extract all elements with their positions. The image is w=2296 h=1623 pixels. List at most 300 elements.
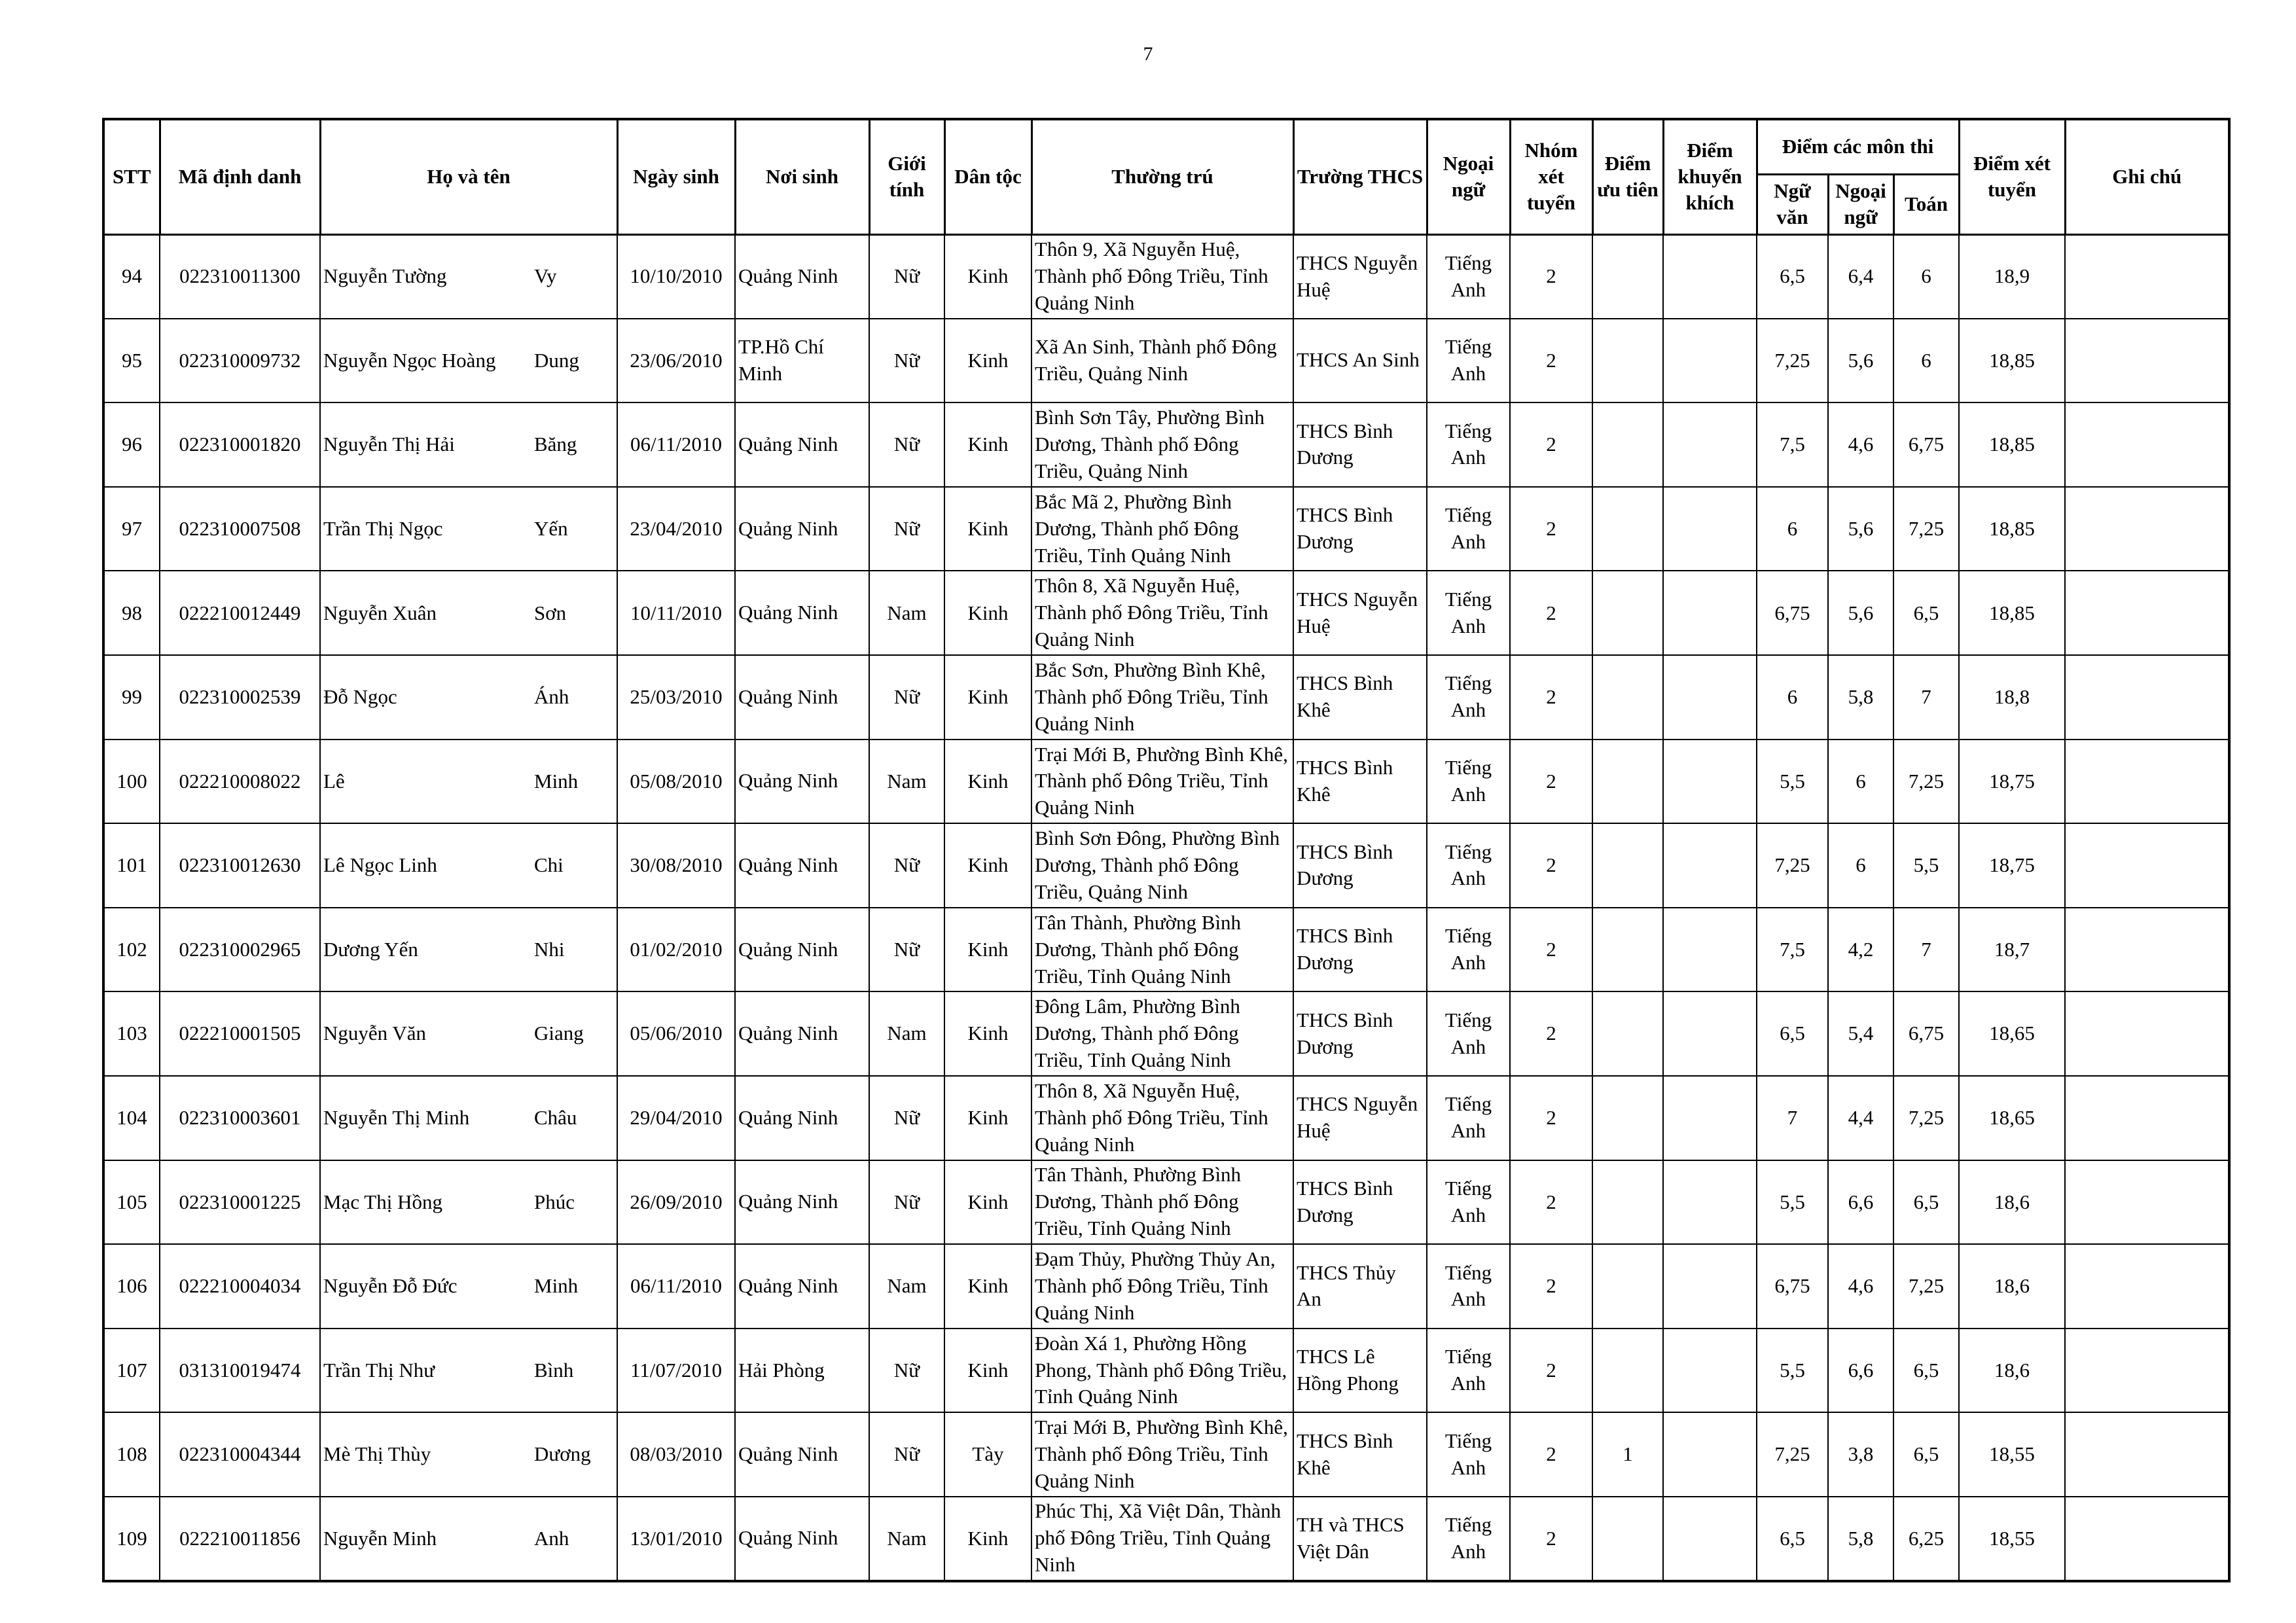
cell-diem-khuyen-khich [1663,823,1757,908]
cell-diem-xet-tuyen: 18,85 [1959,402,2065,487]
cell-dan-toc: Kinh [944,1076,1031,1160]
cell-ghi-chu [2065,234,2229,319]
table-row [103,823,2229,908]
cell-dan-toc: Kinh [944,571,1031,655]
cell-truong-thcs: THCS Nguyễn Huệ [1293,1076,1427,1160]
cell-gioi-tinh: Nữ [869,823,944,908]
header-ma-dinh-danh: Mã định danh [160,119,320,234]
cell-gioi-tinh: Nam [869,571,944,655]
cell-truong-thcs: TH và THCS Việt Dân [1293,1497,1427,1581]
cell-nhom-xet-tuyen: 2 [1510,487,1592,571]
header-toan: Toán [1893,174,1959,234]
cell-gioi-tinh: Nữ [869,487,944,571]
cell-nhom-xet-tuyen: 2 [1510,1412,1592,1497]
cell-ma-dinh-danh: 022210004034 [160,1244,320,1329]
cell-ngoai-ngu: Tiếng Anh [1427,1329,1510,1413]
cell-stt: 102 [103,908,160,992]
cell-ma-dinh-danh: 031310019474 [160,1329,320,1413]
cell-ghi-chu [2065,402,2229,487]
cell-thuong-tru: Thôn 9, Xã Nguyễn Huệ, Thành phố Đông Triều, Tỉnh Quảng Ninh [1031,234,1293,319]
cell-diem-xet-tuyen: 18,85 [1959,319,2065,403]
cell-ngu-van: 7,5 [1757,402,1828,487]
family-name: Nguyễn Đỗ Đức [323,1274,457,1298]
cell-diem-khuyen-khich [1663,1244,1757,1329]
cell-thuong-tru: Thôn 8, Xã Nguyễn Huệ, Thành phố Đông Triều, Tỉnh Quảng Ninh [1031,571,1293,655]
header-nhom-xet-tuyen: Nhóm xét tuyển [1510,119,1592,234]
cell-thuong-tru: Tân Thành, Phường Bình Dương, Thành phố Đông Triều, Tỉnh Quảng Ninh [1031,908,1293,992]
header-diem-uu-tien: Điểm ưu tiên [1592,119,1663,234]
cell-ngoai-ngu-diem: 5,8 [1828,1497,1893,1581]
family-name: Dương Yến [323,937,418,961]
cell-ngu-van: 5,5 [1757,1160,1828,1245]
cell-toan: 6,5 [1893,571,1959,655]
table-body [103,234,2229,1581]
header-ngay-sinh: Ngày sinh [617,119,735,234]
cell-ngay-sinh: 13/01/2010 [617,1497,735,1581]
cell-diem-uu-tien [1592,655,1663,740]
cell-diem-uu-tien [1592,319,1663,403]
cell-ngay-sinh: 30/08/2010 [617,823,735,908]
table-row [103,991,2229,1076]
cell-ngoai-ngu: Tiếng Anh [1427,487,1510,571]
header-dan-toc: Dân tộc [944,119,1031,234]
cell-ghi-chu [2065,740,2229,824]
cell-ngoai-ngu-diem: 4,4 [1828,1076,1893,1160]
cell-ngay-sinh: 08/03/2010 [617,1412,735,1497]
cell-ngu-van: 6,5 [1757,1497,1828,1581]
table-row [103,1412,2229,1497]
cell-ngu-van: 7,5 [1757,908,1828,992]
cell-ghi-chu [2065,1244,2229,1329]
cell-truong-thcs: THCS Bình Dương [1293,908,1427,992]
cell-thuong-tru: Bắc Sơn, Phường Bình Khê, Thành phố Đông Triều, Tỉnh Quảng Ninh [1031,655,1293,740]
cell-ngoai-ngu-diem: 6,6 [1828,1160,1893,1245]
cell-toan: 7 [1893,655,1959,740]
cell-toan: 6,75 [1893,991,1959,1076]
cell-noi-sinh: Hải Phòng [735,1329,869,1413]
cell-truong-thcs: THCS Nguyễn Huệ [1293,571,1427,655]
cell-diem-xet-tuyen: 18,6 [1959,1244,2065,1329]
cell-toan: 6 [1893,234,1959,319]
cell-diem-khuyen-khich [1663,1329,1757,1413]
cell-ma-dinh-danh: 022310012630 [160,823,320,908]
cell-ngay-sinh: 10/11/2010 [617,571,735,655]
cell-ngay-sinh: 05/08/2010 [617,740,735,824]
cell-ghi-chu [2065,908,2229,992]
table-row [103,908,2229,992]
cell-gioi-tinh: Nam [869,1244,944,1329]
cell-dan-toc: Kinh [944,1160,1031,1245]
cell-ho-va-ten [320,234,617,319]
cell-ngoai-ngu-diem: 5,6 [1828,571,1893,655]
cell-thuong-tru: Bình Sơn Tây, Phường Bình Dương, Thành phố Đông Triều, Quảng Ninh [1031,402,1293,487]
cell-ngoai-ngu-diem: 4,6 [1828,402,1893,487]
cell-truong-thcs: THCS Bình Dương [1293,1160,1427,1245]
cell-thuong-tru: Phúc Thị, Xã Việt Dân, Thành phố Đông Triều, Tỉnh Quảng Ninh [1031,1497,1293,1581]
cell-ngu-van: 6 [1757,655,1828,740]
cell-truong-thcs: THCS Bình Dương [1293,991,1427,1076]
family-name: Nguyễn Ngọc Hoàng [323,348,496,372]
cell-stt: 100 [103,740,160,824]
cell-ghi-chu [2065,823,2229,908]
cell-ngay-sinh: 01/02/2010 [617,908,735,992]
cell-toan: 7,25 [1893,1244,1959,1329]
cell-ngoai-ngu: Tiếng Anh [1427,319,1510,403]
cell-diem-xet-tuyen: 18,85 [1959,487,2065,571]
header-ghi-chu: Ghi chú [2065,119,2229,234]
cell-nhom-xet-tuyen: 2 [1510,319,1592,403]
cell-diem-uu-tien [1592,234,1663,319]
cell-ngu-van: 7,25 [1757,319,1828,403]
cell-truong-thcs: THCS Lê Hồng Phong [1293,1329,1427,1413]
cell-ma-dinh-danh: 022310007508 [160,487,320,571]
table-row [103,319,2229,403]
header-ngoai-ngu: Ngoại ngữ [1427,119,1510,234]
cell-diem-uu-tien [1592,991,1663,1076]
cell-nhom-xet-tuyen: 2 [1510,740,1592,824]
cell-diem-uu-tien [1592,823,1663,908]
cell-nhom-xet-tuyen: 2 [1510,1076,1592,1160]
cell-gioi-tinh: Nữ [869,1160,944,1245]
cell-ngay-sinh: 26/09/2010 [617,1160,735,1245]
cell-ngay-sinh: 06/11/2010 [617,402,735,487]
admission-table [102,118,2231,1582]
cell-noi-sinh: Quảng Ninh [735,740,869,824]
family-name: Mè Thị Thùy [323,1442,431,1466]
cell-toan: 7 [1893,908,1959,992]
cell-nhom-xet-tuyen: 2 [1510,571,1592,655]
cell-dan-toc: Kinh [944,487,1031,571]
cell-nhom-xet-tuyen: 2 [1510,1160,1592,1245]
cell-diem-xet-tuyen: 18,8 [1959,655,2065,740]
cell-ngoai-ngu: Tiếng Anh [1427,655,1510,740]
cell-toan: 6,75 [1893,402,1959,487]
cell-stt: 101 [103,823,160,908]
cell-diem-uu-tien [1592,740,1663,824]
cell-diem-uu-tien [1592,487,1663,571]
header-diem-khuyen-khich: Điểm khuyến khích [1663,119,1757,234]
given-name: Châu [534,1106,577,1130]
cell-noi-sinh: Quảng Ninh [735,1412,869,1497]
cell-dan-toc: Kinh [944,740,1031,824]
cell-truong-thcs: THCS Nguyễn Huệ [1293,234,1427,319]
cell-dan-toc: Kinh [944,402,1031,487]
cell-ngoai-ngu: Tiếng Anh [1427,823,1510,908]
cell-nhom-xet-tuyen: 2 [1510,1329,1592,1413]
cell-ngoai-ngu-diem: 4,2 [1828,908,1893,992]
cell-ngoai-ngu: Tiếng Anh [1427,908,1510,992]
cell-ho-va-ten [320,1329,617,1413]
header-ngoai-ngu-mon: Ngoại ngữ [1828,174,1893,234]
cell-ngu-van: 7,25 [1757,1412,1828,1497]
cell-ho-va-ten [320,402,617,487]
cell-diem-xet-tuyen: 18,75 [1959,823,2065,908]
cell-toan: 6 [1893,319,1959,403]
cell-dan-toc: Kinh [944,823,1031,908]
cell-gioi-tinh: Nữ [869,234,944,319]
cell-gioi-tinh: Nam [869,1497,944,1581]
cell-ho-va-ten [320,823,617,908]
cell-diem-xet-tuyen: 18,6 [1959,1160,2065,1245]
cell-ho-va-ten [320,1497,617,1581]
cell-truong-thcs: THCS Bình Khê [1293,1412,1427,1497]
cell-diem-uu-tien [1592,1076,1663,1160]
cell-diem-khuyen-khich [1663,487,1757,571]
table-row [103,1160,2229,1245]
cell-diem-khuyen-khich [1663,571,1757,655]
cell-thuong-tru: Trại Mới B, Phường Bình Khê, Thành phố Đông Triều, Tỉnh Quảng Ninh [1031,1412,1293,1497]
cell-ma-dinh-danh: 022310004344 [160,1412,320,1497]
cell-dan-toc: Kinh [944,991,1031,1076]
cell-diem-khuyen-khich [1663,402,1757,487]
cell-gioi-tinh: Nữ [869,1329,944,1413]
cell-thuong-tru: Tân Thành, Phường Bình Dương, Thành phố Đông Triều, Tỉnh Quảng Ninh [1031,1160,1293,1245]
cell-nhom-xet-tuyen: 2 [1510,655,1592,740]
cell-noi-sinh: Quảng Ninh [735,1497,869,1581]
cell-stt: 109 [103,1497,160,1581]
cell-toan: 7,25 [1893,487,1959,571]
cell-thuong-tru: Đoàn Xá 1, Phường Hồng Phong, Thành phố Đông Triều, Tỉnh Quảng Ninh [1031,1329,1293,1413]
cell-truong-thcs: THCS An Sinh [1293,319,1427,403]
cell-diem-xet-tuyen: 18,65 [1959,991,2065,1076]
given-name: Dung [534,348,579,372]
cell-stt: 98 [103,571,160,655]
cell-diem-xet-tuyen: 18,55 [1959,1412,2065,1497]
given-name: Minh [534,1274,579,1298]
cell-diem-xet-tuyen: 18,85 [1959,571,2065,655]
cell-ghi-chu [2065,1412,2229,1497]
cell-diem-khuyen-khich [1663,740,1757,824]
cell-ngoai-ngu: Tiếng Anh [1427,1412,1510,1497]
cell-diem-xet-tuyen: 18,6 [1959,1329,2065,1413]
cell-diem-uu-tien: 1 [1592,1412,1663,1497]
cell-ngoai-ngu: Tiếng Anh [1427,1244,1510,1329]
given-name: Dương [534,1442,591,1466]
cell-ghi-chu [2065,571,2229,655]
cell-ho-va-ten [320,655,617,740]
cell-diem-xet-tuyen: 18,9 [1959,234,2065,319]
table-row [103,1076,2229,1160]
cell-dan-toc: Kinh [944,908,1031,992]
cell-toan: 6,5 [1893,1329,1959,1413]
cell-toan: 6,25 [1893,1497,1959,1581]
cell-toan: 7,25 [1893,740,1959,824]
cell-diem-xet-tuyen: 18,65 [1959,1076,2065,1160]
cell-ngoai-ngu: Tiếng Anh [1427,740,1510,824]
cell-truong-thcs: THCS Bình Dương [1293,402,1427,487]
header-thuong-tru: Thường trú [1031,119,1293,234]
family-name: Mạc Thị Hồng [323,1190,442,1213]
cell-ghi-chu [2065,1497,2229,1581]
cell-thuong-tru: Trại Mới B, Phường Bình Khê, Thành phố Đông Triều, Tỉnh Quảng Ninh [1031,740,1293,824]
cell-ngay-sinh: 10/10/2010 [617,234,735,319]
cell-ngu-van: 7 [1757,1076,1828,1160]
table-row [103,1329,2229,1413]
cell-stt: 95 [103,319,160,403]
cell-nhom-xet-tuyen: 2 [1510,1497,1592,1581]
cell-nhom-xet-tuyen: 2 [1510,908,1592,992]
cell-truong-thcs: THCS Bình Dương [1293,823,1427,908]
cell-diem-xet-tuyen: 18,7 [1959,908,2065,992]
cell-ngu-van: 5,5 [1757,1329,1828,1413]
cell-ghi-chu [2065,655,2229,740]
cell-dan-toc: Kinh [944,1244,1031,1329]
cell-ma-dinh-danh: 022210001505 [160,991,320,1076]
cell-noi-sinh: TP.Hồ Chí Minh [735,319,869,403]
header-gioi-tinh: Giới tính [869,119,944,234]
cell-noi-sinh: Quảng Ninh [735,655,869,740]
cell-nhom-xet-tuyen: 2 [1510,234,1592,319]
cell-ngoai-ngu-diem: 5,6 [1828,319,1893,403]
cell-ngay-sinh: 05/06/2010 [617,991,735,1076]
cell-dan-toc: Kinh [944,1497,1031,1581]
cell-ngu-van: 6 [1757,487,1828,571]
cell-stt: 97 [103,487,160,571]
cell-ngay-sinh: 23/06/2010 [617,319,735,403]
family-name: Trần Thị Ngọc [323,516,443,540]
cell-dan-toc: Tày [944,1412,1031,1497]
cell-ho-va-ten [320,991,617,1076]
cell-diem-khuyen-khich [1663,908,1757,992]
cell-noi-sinh: Quảng Ninh [735,1160,869,1245]
given-name: Nhi [534,937,565,961]
cell-ngu-van: 6,75 [1757,1244,1828,1329]
given-name: Chi [534,853,564,877]
cell-gioi-tinh: Nữ [869,908,944,992]
cell-diem-uu-tien [1592,1244,1663,1329]
given-name: Yến [534,516,568,540]
family-name: Trần Thị Như [323,1358,435,1382]
cell-ngu-van: 7,25 [1757,823,1828,908]
cell-ngoai-ngu-diem: 5,4 [1828,991,1893,1076]
given-name: Băng [534,433,577,456]
cell-dan-toc: Kinh [944,655,1031,740]
cell-noi-sinh: Quảng Ninh [735,1244,869,1329]
page-number: 7 [1143,43,1153,65]
cell-ho-va-ten [320,1076,617,1160]
cell-toan: 6,5 [1893,1160,1959,1245]
cell-ho-va-ten [320,319,617,403]
cell-ngoai-ngu-diem: 6 [1828,740,1893,824]
cell-ma-dinh-danh: 022310001225 [160,1160,320,1245]
cell-ngoai-ngu: Tiếng Anh [1427,1076,1510,1160]
family-name: Nguyễn Thị Hải [323,433,455,456]
cell-stt: 106 [103,1244,160,1329]
cell-ngoai-ngu: Tiếng Anh [1427,991,1510,1076]
cell-ngoai-ngu: Tiếng Anh [1427,1160,1510,1245]
cell-stt: 108 [103,1412,160,1497]
cell-ngoai-ngu-diem: 5,6 [1828,487,1893,571]
family-name: Lê Ngọc Linh [323,853,437,877]
cell-truong-thcs: THCS Thủy An [1293,1244,1427,1329]
header-stt: STT [103,119,160,234]
cell-diem-uu-tien [1592,571,1663,655]
table-row [103,1497,2229,1581]
cell-ghi-chu [2065,487,2229,571]
given-name: Anh [534,1526,569,1550]
cell-ghi-chu [2065,319,2229,403]
cell-ho-va-ten [320,908,617,992]
cell-ngay-sinh: 06/11/2010 [617,1244,735,1329]
cell-dan-toc: Kinh [944,319,1031,403]
cell-ho-va-ten [320,1412,617,1497]
cell-gioi-tinh: Nữ [869,402,944,487]
cell-diem-uu-tien [1592,1497,1663,1581]
given-name: Minh [534,769,579,793]
table-row [103,402,2229,487]
family-name: Nguyễn Văn [323,1022,426,1045]
header-diem-xet-tuyen: Điểm xét tuyển [1959,119,2065,234]
cell-diem-khuyen-khich [1663,1160,1757,1245]
given-name: Vy [534,264,557,288]
header-noi-sinh: Nơi sinh [735,119,869,234]
cell-noi-sinh: Quảng Ninh [735,823,869,908]
cell-thuong-tru: Thôn 8, Xã Nguyễn Huệ, Thành phố Đông Triều, Tỉnh Quảng Ninh [1031,1076,1293,1160]
cell-gioi-tinh: Nam [869,740,944,824]
header-ho-va-ten: Họ và tên [320,119,617,234]
cell-thuong-tru: Xã An Sinh, Thành phố Đông Triều, Quảng Ninh [1031,319,1293,403]
given-name: Sơn [534,601,567,624]
family-name: Nguyễn Tường [323,264,447,288]
cell-ngoai-ngu-diem: 6,4 [1828,234,1893,319]
family-name: Lê [323,769,345,793]
cell-gioi-tinh: Nữ [869,655,944,740]
cell-noi-sinh: Quảng Ninh [735,571,869,655]
cell-ho-va-ten [320,740,617,824]
cell-ma-dinh-danh: 022310001820 [160,402,320,487]
cell-diem-khuyen-khich [1663,1412,1757,1497]
cell-dan-toc: Kinh [944,1329,1031,1413]
family-name: Đỗ Ngọc [323,685,397,709]
cell-gioi-tinh: Nữ [869,1412,944,1497]
header-ngu-van: Ngữ văn [1757,174,1828,234]
cell-ngoai-ngu: Tiếng Anh [1427,234,1510,319]
cell-truong-thcs: THCS Bình Dương [1293,487,1427,571]
cell-ngu-van: 6,75 [1757,571,1828,655]
cell-ngoai-ngu: Tiếng Anh [1427,402,1510,487]
family-name: Nguyễn Thị Minh [323,1106,470,1130]
cell-ho-va-ten [320,1244,617,1329]
cell-diem-khuyen-khich [1663,1497,1757,1581]
family-name: Nguyễn Minh [323,1526,437,1550]
cell-ngoai-ngu-diem: 3,8 [1828,1412,1893,1497]
cell-nhom-xet-tuyen: 2 [1510,402,1592,487]
cell-diem-xet-tuyen: 18,75 [1959,740,2065,824]
cell-stt: 105 [103,1160,160,1245]
table-row [103,571,2229,655]
cell-nhom-xet-tuyen: 2 [1510,823,1592,908]
cell-diem-uu-tien [1592,908,1663,992]
cell-ghi-chu [2065,991,2229,1076]
cell-ngay-sinh: 29/04/2010 [617,1076,735,1160]
cell-thuong-tru: Đông Lâm, Phường Bình Dương, Thành phố Đông Triều, Tỉnh Quảng Ninh [1031,991,1293,1076]
cell-diem-uu-tien [1592,1329,1663,1413]
cell-ghi-chu [2065,1076,2229,1160]
cell-stt: 104 [103,1076,160,1160]
header-truong-thcs: Trường THCS [1293,119,1427,234]
cell-diem-khuyen-khich [1663,319,1757,403]
cell-thuong-tru: Bắc Mã 2, Phường Bình Dương, Thành phố Đông Triều, Tỉnh Quảng Ninh [1031,487,1293,571]
cell-nhom-xet-tuyen: 2 [1510,1244,1592,1329]
cell-noi-sinh: Quảng Ninh [735,991,869,1076]
cell-ngoai-ngu: Tiếng Anh [1427,571,1510,655]
table-row [103,740,2229,824]
cell-gioi-tinh: Nữ [869,1076,944,1160]
cell-gioi-tinh: Nữ [869,319,944,403]
cell-ma-dinh-danh: 022210008022 [160,740,320,824]
table-row [103,487,2229,571]
cell-stt: 96 [103,402,160,487]
